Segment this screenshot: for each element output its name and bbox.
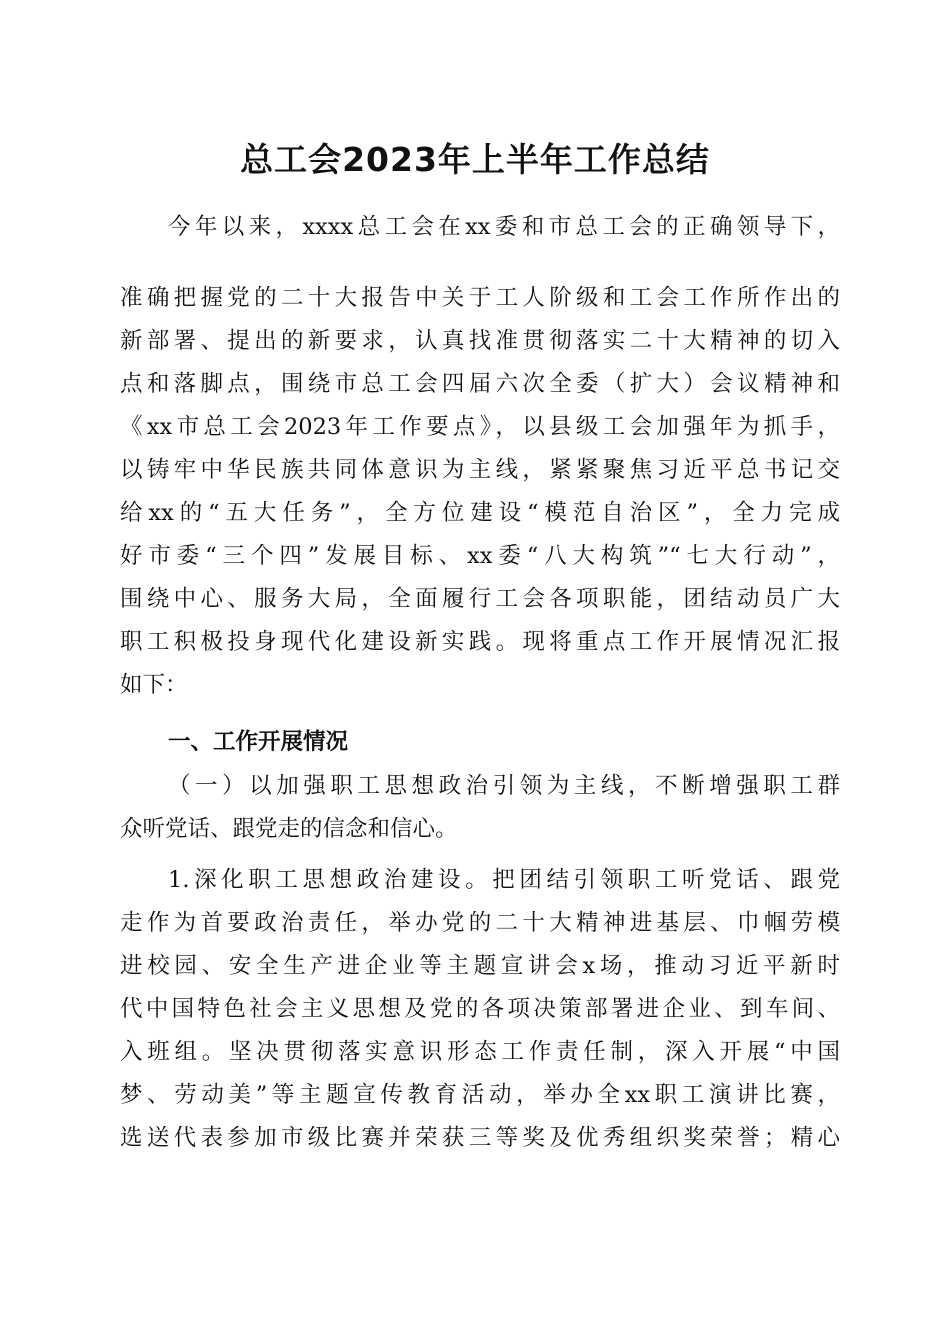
item-line: 选送代表参加市级比赛并荣获三等奖及优秀组织奖荣誉；精心: [120, 1125, 840, 1151]
item-line: 代中国特色社会主义思想及党的各项决策部署进企业、到车间、: [120, 996, 840, 1022]
intro-line: 准确把握党的二十大报告中关于工人阶级和工会工作所作出的: [120, 285, 840, 311]
item-line: 1.深化职工思想政治建设。把团结引领职工听党话、跟党: [168, 867, 840, 893]
item-line: 进校园、安全生产进企业等主题宣讲会x场，推动习近平新时: [120, 953, 840, 979]
intro-line: 给xx的“五大任务”，全方位建设“模范自治区”，全力完成: [120, 500, 840, 526]
item-line: 入班组。坚决贯彻落实意识形态工作责任制，深入开展“中国: [120, 1039, 840, 1065]
item-line: 走作为首要政治责任，举办党的二十大精神进基层、巾帼劳模: [120, 910, 840, 936]
document-title: 总工会2023年上半年工作总结: [240, 140, 710, 179]
intro-line: 以铸牢中华民族共同体意识为主线，紧紧聚焦习近平总书记交: [120, 457, 840, 483]
intro-line: 今年以来，xxxx总工会在xx委和市总工会的正确领导下，: [168, 214, 840, 240]
item-line: 梦、劳动美”等主题宣传教育活动，举办全xx职工演讲比赛，: [120, 1082, 840, 1108]
subsection-line-last: 众听党话、跟党走的信念和信心。: [120, 816, 458, 842]
intro-line: 点和落脚点，围绕市总工会四届六次全委（扩大）会议精神和: [120, 371, 840, 397]
intro-line: 好市委“三个四”发展目标、xx委“八大构筑”“七大行动”，: [120, 543, 840, 569]
intro-line: 《xx市总工会2023年工作要点》，以县级工会加强年为抓手，: [120, 414, 840, 440]
intro-line: 职工积极投身现代化建设新实践。现将重点工作开展情况汇报: [120, 629, 840, 655]
intro-line: 围绕中心、服务大局，全面履行工会各项职能，团结动员广大: [120, 586, 840, 612]
subsection-line: （一）以加强职工思想政治引领为主线，不断增强职工群: [168, 773, 840, 799]
intro-line: 新部署、提出的新要求，认真找准贯彻落实二十大精神的切入: [120, 328, 840, 354]
intro-line-last: 如下：: [120, 672, 188, 698]
section-heading: 一、工作开展情况: [168, 729, 349, 755]
